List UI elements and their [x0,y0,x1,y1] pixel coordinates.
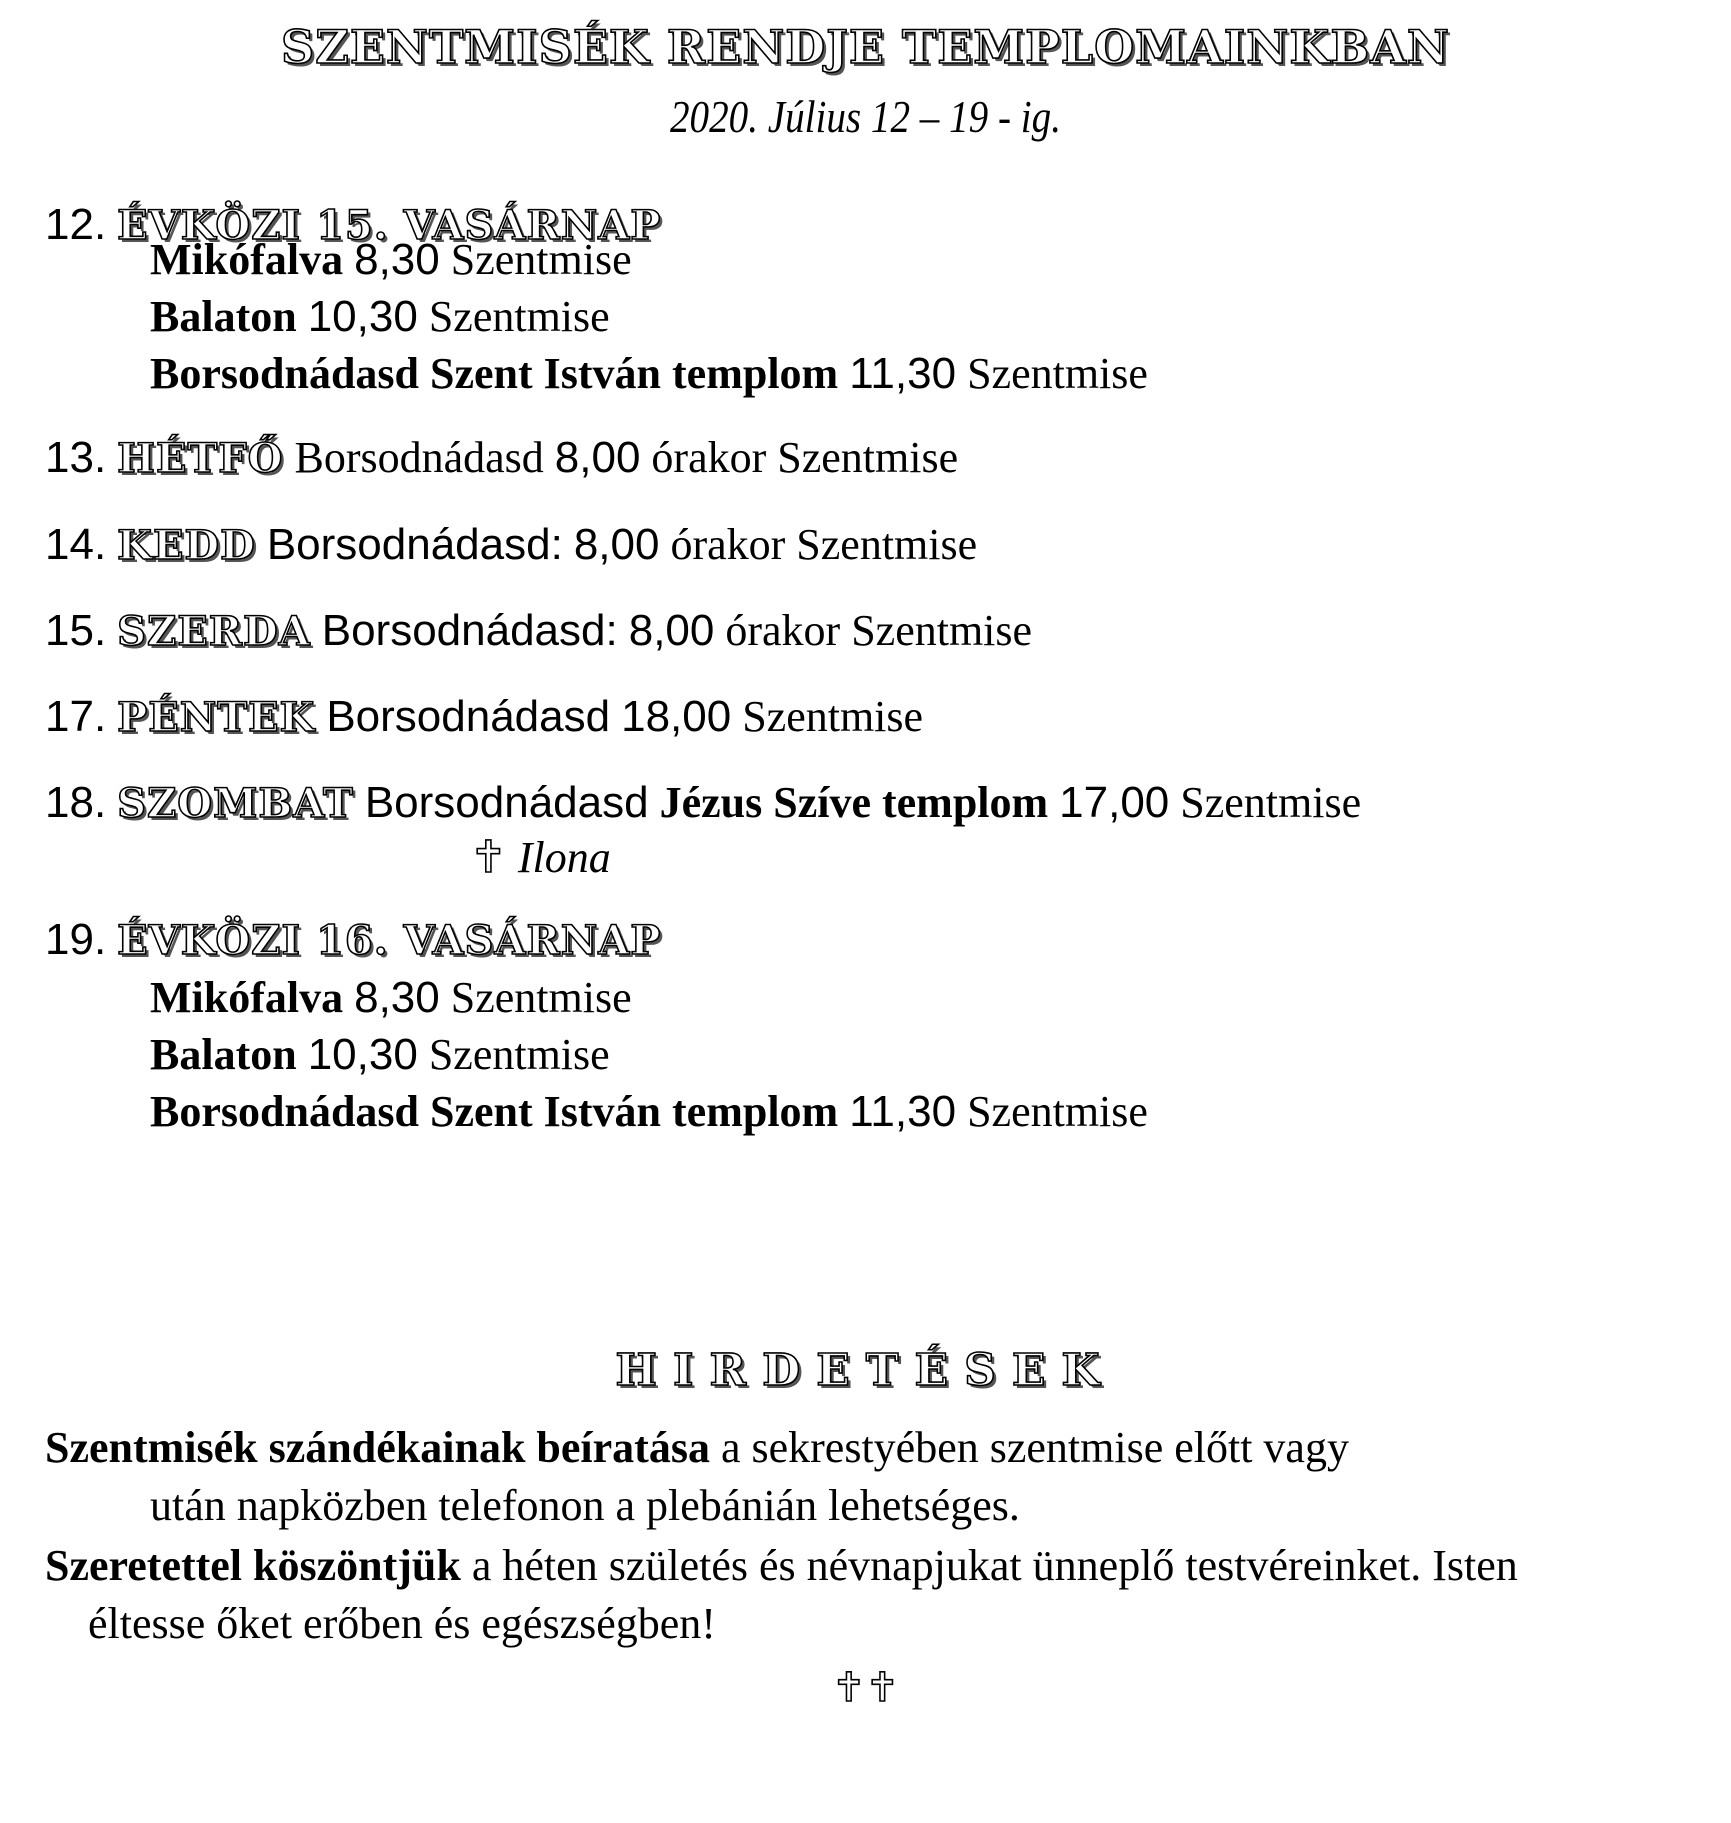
day-number: 18. [45,778,107,827]
time: 18,00 [621,692,732,741]
day-name: SZERDA [117,608,311,655]
announcement-1-cont: után napközben telefonon a plebánián lehetséges. [150,1481,1020,1530]
label: Szentmise [967,1087,1148,1136]
label: órakor Szentmise [725,606,1033,655]
announcement-2 [45,1538,1518,1594]
mass-entry [150,232,632,288]
day-number: 15. [45,606,107,655]
day-name: PÉNTEK [117,694,316,741]
place: Borsodnádasd [294,433,544,482]
mass-entry [150,289,610,345]
church: Jézus Szíve templom [659,778,1049,827]
day-line-17 [45,689,923,746]
intention-name: Ilona [517,833,611,882]
place: Borsodnádasd [326,692,611,741]
date-range: 2020. Július 12 – 19 - ig. [669,91,1061,142]
place: Borsodnádasd Szent István templom [150,349,839,398]
day-name: KEDD [117,522,256,569]
announcement-text: a sekrestyében szentmise előtt vagy [720,1423,1349,1472]
time: 8,00 [554,433,641,482]
time: 8,30 [354,973,440,1022]
place: Balaton [150,292,297,341]
place: Mikófalva [150,235,344,284]
time: 8,30 [354,235,440,284]
day-number: 17. [45,692,107,741]
day-number: 19. [45,915,107,964]
time: 11,30 [849,349,957,398]
day-name: SZOMBAT [117,780,354,827]
time: 10,30 [307,1030,418,1079]
mass-intention [470,830,611,886]
time: 11,30 [849,1087,957,1136]
announcement-text: a héten születés és névnapjukat ünneplő testvéreinket. Isten [471,1541,1518,1590]
day-line-13 [45,430,958,487]
time: 17,00 [1059,778,1170,827]
day-line-18 [45,775,1361,832]
time: 8,00 [573,520,660,569]
day-name: ÉVKÖZI 15. VASÁRNAP [117,202,662,249]
place: Borsodnádasd: [266,520,563,569]
time: 10,30 [307,292,418,341]
mass-entry [150,1084,1148,1140]
label: Szentmise [1180,778,1362,827]
day-heading-19 [45,912,661,969]
day-name: ÉVKÖZI 16. VASÁRNAP [117,917,662,964]
label: Szentmise [428,1030,610,1079]
announcements-heading: HIRDETÉSEK [615,1345,1116,1396]
day-line-14 [45,517,977,574]
double-cross-icon: ✝✝ [831,1665,900,1711]
label: Szentmise [742,692,924,741]
announcement-1 [45,1420,1349,1476]
place: Borsodnádasd: [321,606,618,655]
day-name: HÉTFŐ [117,435,284,482]
label: órakor Szentmise [670,520,978,569]
place: Borsodnádasd [364,778,649,827]
label: órakor Szentmise [651,433,959,482]
announcement-bold: Szeretettel köszöntjük [45,1541,461,1590]
time: 8,00 [628,606,715,655]
label: Szentmise [967,349,1148,398]
announcement-2-cont: éltesse őket erőben és egészségben! [88,1599,716,1648]
place: Balaton [150,1030,297,1079]
label: Szentmise [450,973,632,1022]
page-title: SZENTMISÉK RENDJE TEMPLOMAINKBAN [281,20,1450,74]
place: Mikófalva [150,973,344,1022]
mass-entry [150,346,1148,402]
day-number: 13. [45,433,107,482]
label: Szentmise [428,292,610,341]
announcement-bold: Szentmisék szándékainak beíratása [45,1423,710,1472]
mass-entry [150,1027,610,1083]
place: Borsodnádasd Szent István templom [150,1087,839,1136]
day-number: 12. [45,200,107,249]
day-number: 14. [45,520,107,569]
cross-icon: ✝ [470,832,507,883]
mass-entry [150,970,632,1026]
day-line-15 [45,603,1032,660]
label: Szentmise [450,235,632,284]
